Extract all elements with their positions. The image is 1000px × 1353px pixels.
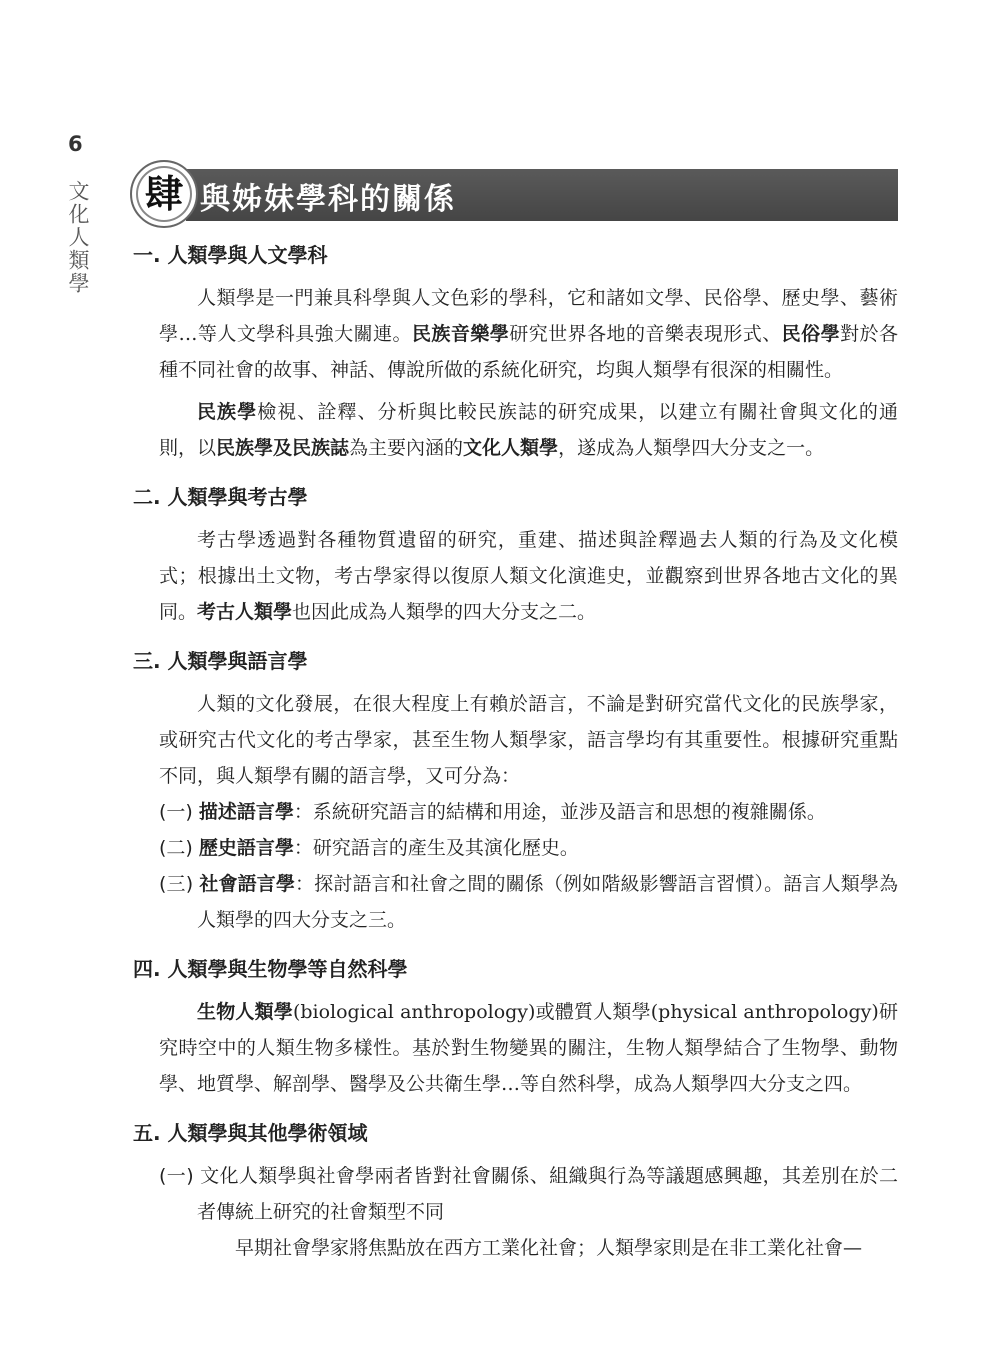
text-run: 人類學是一門兼具科學與人文色彩的學科，它和諸如文學、民俗學、歷史學、藝術學…等人文學科具強大關連。 <box>159 287 898 345</box>
list-number: (一) <box>159 1165 194 1187</box>
bold-term: 民俗學 <box>781 323 841 345</box>
section-heading-1: 一. 人類學與人文學科 <box>133 243 328 267</box>
text-run: 也因此成為人類學的四大分支之二。 <box>292 601 597 623</box>
chapter-badge-label: 肆 <box>144 172 183 216</box>
bold-term: 民族學及民族誌 <box>216 437 350 459</box>
section-heading-4: 四. 人類學與生物學等自然科學 <box>133 957 408 981</box>
text-run: 研究世界各地的音樂表現形式、 <box>509 323 782 345</box>
text-run: 考古學透過對各種物質遺留的研究，重建、描述與詮釋過去人類的行為及文化模式；根據出土文物，考古學家得以復原人類文化演進史，並觀察到世界各地古文化的異同。 <box>159 529 898 623</box>
section-2-paragraph-1 <box>133 522 898 630</box>
page-number: 6 <box>68 132 83 156</box>
text-run: 檢視、詮釋、分析與比較民族誌的研究成果，以建立有關社會與文化的通則，以 <box>159 401 898 459</box>
list-item <box>133 794 898 830</box>
text-run: ：系統研究語言的結構和用途，並涉及語言和思想的複雜關係。 <box>293 801 826 823</box>
section-heading-2: 二. 人類學與考古學 <box>133 485 308 509</box>
chapter-badge <box>130 160 198 228</box>
list-number: (三) <box>159 873 194 895</box>
bold-term: 社會語言學 <box>199 873 296 895</box>
section-heading-5: 五. 人類學與其他學術領域 <box>133 1121 368 1145</box>
section-3-paragraph-1: 人類的文化發展，在很大程度上有賴於語言，不論是對研究當代文化的民族學家，或研究古代文化的考古學家，甚至生物人類學家，語言學均有其重要性。根據研究重點不同，與人類學有關的語言學，又可分為： <box>159 693 898 787</box>
list-number: (一) <box>159 801 193 823</box>
text-run: (biological anthropology)或體質人類學(physical anthropology)研究時空中的人類生物多樣性。基於對生物變異的關注，生物人類學結合了生物學、動物學、地質學、解剖學、醫學及公共衛生學…等自然科學，成為人類學四大分支之四。 <box>159 1001 898 1095</box>
section-5-paragraph-1: 早期社會學家將焦點放在西方工業化社會；人類學家則是在非工業化社會— <box>235 1237 863 1259</box>
text-run: 對於各種不同社會的故事、神話、傳說所做的系統化研究，均與人類學有很深的相關性。 <box>159 323 898 381</box>
list-item <box>133 830 898 866</box>
text-run: ，遂成為人類學四大分支之一。 <box>558 437 825 459</box>
bold-term: 考古人類學 <box>197 601 293 623</box>
chapter-title: 與姊妹學科的關係 <box>200 182 456 217</box>
list-number: (二) <box>159 837 193 859</box>
text-run: 為主要內涵的 <box>349 437 464 459</box>
text-run: 文化人類學與社會學兩者皆對社會關係、組織與行為等議題感興趣，其差別在於二者傳統上研究的社會類型不同 <box>197 1165 898 1223</box>
bold-term: 文化人類學 <box>463 437 559 459</box>
section-4-paragraph-1 <box>133 994 898 1102</box>
bold-term: 民族學 <box>197 401 258 423</box>
text-run: ：研究語言的產生及其演化歷史。 <box>293 837 579 859</box>
bold-term: 民族音樂學 <box>411 323 510 345</box>
bold-term: 描述語言學 <box>198 801 294 823</box>
section-1-paragraph-2 <box>133 394 898 466</box>
section-heading-3: 三. 人類學與語言學 <box>133 649 308 673</box>
text-run: ：探討語言和社會之間的關係（例如階級影響語言習慣）。語言人類學為人類學的四大分支之三。 <box>197 873 898 931</box>
page-content <box>133 236 898 1266</box>
running-title: 文化人類學 <box>66 180 90 295</box>
bold-term: 生物人類學 <box>197 1001 293 1023</box>
list-item <box>133 1158 898 1230</box>
bold-term: 歷史語言學 <box>198 837 294 859</box>
section-1-paragraph-1 <box>133 280 898 388</box>
list-item <box>133 866 898 938</box>
